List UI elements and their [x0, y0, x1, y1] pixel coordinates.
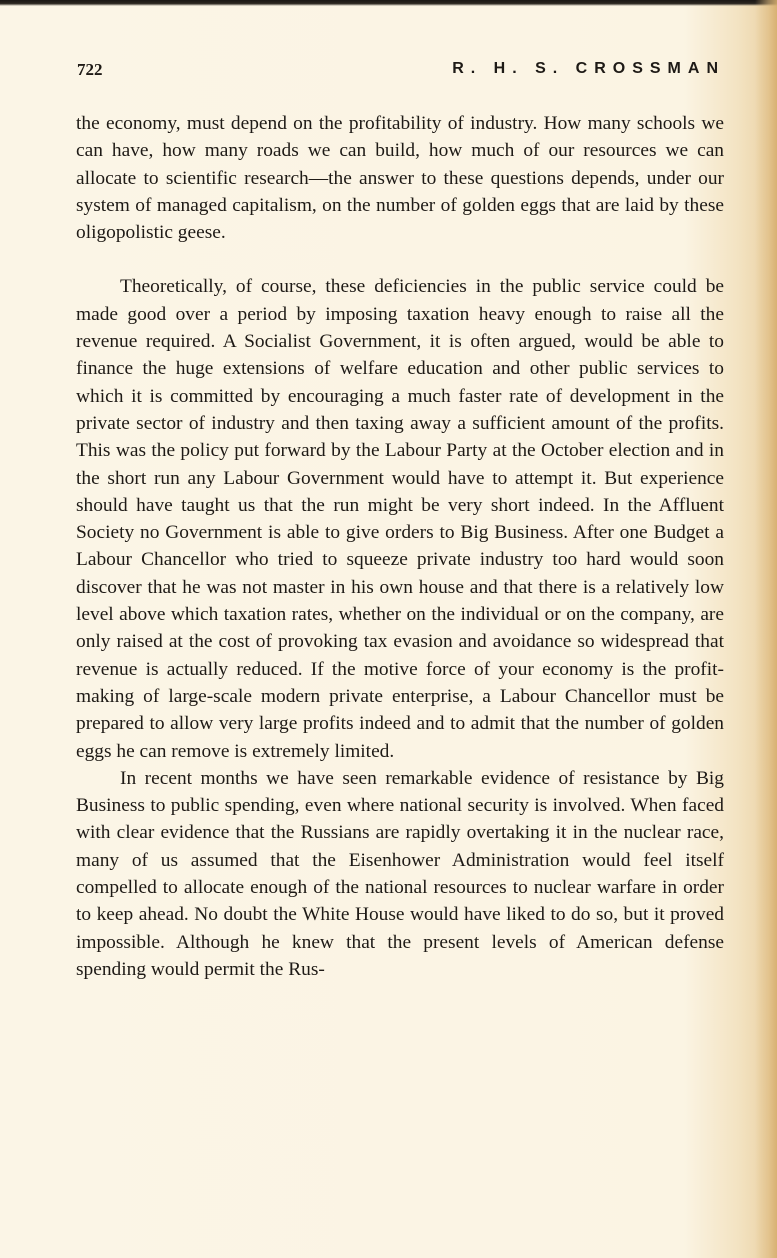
paragraph-3: In recent months we have seen remarkable evidence of resistance by Big Business to public spending, even where national security is involved. When faced with clear evidence that the Russians are rapidly overtaking it in the nuclear race, many of us assumed that the Eisenhower Administration would feel itself compelled to allocate enough of the national resources to nuclear warfare in order to keep ahead. No doubt the White House would have liked to do so, but it proved impossible. Although he knew that the present levels of American defense spending would permit the Rus- — [76, 767, 724, 980]
page-number: 722 — [77, 60, 103, 79]
running-head — [77, 60, 725, 84]
body-text — [76, 110, 724, 983]
page-top-edge — [0, 0, 777, 6]
running-head-author: R. H. S. CROSSMAN — [452, 60, 725, 77]
page-spine-shadow — [755, 0, 777, 1258]
paragraph-2: Theoretically, of course, these deficiencies in the public service could be made good over a period by imposing taxation heavy enough to raise all the revenue required. A Socialist Government, it is often argued, would be able to finance the huge extensions of welfare education and other public services to which it is committed by encouraging a much faster rate of development in the private sector of industry and then taxing away a sufficient amount of the profits. This was the policy put forward by the Labour Party at the October election and in the short run any Labour Government would have to attempt it. But experience should have taught us that the run might be very short indeed. In the Affluent Society no Government is able to give orders to Big Business. After one Budget a Labour Chancellor who tried to squeeze private industry too hard would soon discover that he was not master in his own house and that there is a relatively low level above which taxation rates, whether on the individual or on the company, are only raised at the cost of provoking tax evasion and avoidance so widespread that revenue is actually reduced. If the motive force of your economy is the profit-making of large-scale modern private enterprise, a Labour Chancellor must be prepared to allow very large profits indeed and to admit that the number of golden eggs he can remove is extremely limited. — [76, 276, 724, 762]
paragraph-1: the economy, must depend on the profitability of industry. How many schools we can have, how many roads we can build, how much of our resources we can allocate to scientific research—the answer to these questions depends, under our system of managed capitalism, on the number of golden eggs that are laid by these oligopolistic geese. — [76, 113, 724, 244]
